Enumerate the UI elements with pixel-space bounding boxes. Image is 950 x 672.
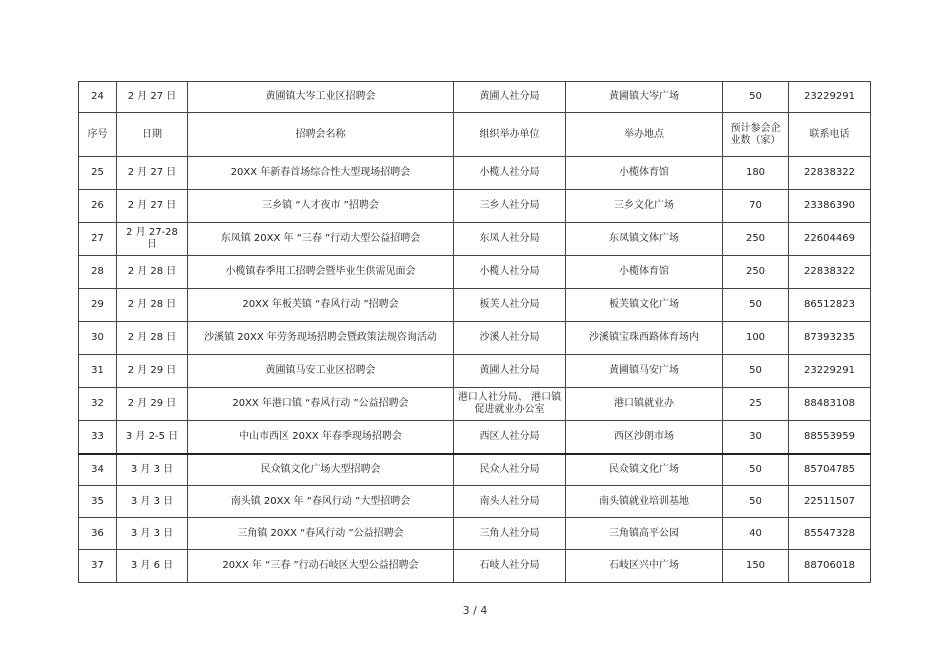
cell-seq: 36 <box>79 518 117 550</box>
cell-organizer: 板芙人社分局 <box>454 289 566 322</box>
cell-venue: 黄圃镇马安广场 <box>566 355 723 388</box>
cell-venue: 西区沙朗市场 <box>566 421 723 454</box>
cell-count: 70 <box>723 190 789 223</box>
cell-date: 2 月 27-28 日 <box>117 223 188 256</box>
table-row <box>79 421 871 454</box>
cell-name: 20XX 年 “三春 ”行动石岐区大型公益招聘会 <box>188 550 454 583</box>
cell-organizer: 小榄人社分局 <box>454 157 566 190</box>
cell-name: 南头镇 20XX 年 “春风行动 ”大型招聘会 <box>188 486 454 518</box>
cell-phone: 86512823 <box>789 289 871 322</box>
cell-seq: 24 <box>79 82 117 113</box>
cell-date: 2 月 28 日 <box>117 322 188 355</box>
table-row <box>79 289 871 322</box>
cell-venue: 三角镇高平公园 <box>566 518 723 550</box>
cell-phone: 22838322 <box>789 256 871 289</box>
cell-phone: 88553959 <box>789 421 871 454</box>
cell-organizer: 三角人社分局 <box>454 518 566 550</box>
cell-seq: 34 <box>79 454 117 486</box>
cell-seq: 25 <box>79 157 117 190</box>
cell-seq: 32 <box>79 388 117 421</box>
cell-date: 2 月 28 日 <box>117 289 188 322</box>
cell-seq: 35 <box>79 486 117 518</box>
cell-seq: 30 <box>79 322 117 355</box>
table-row <box>79 518 871 550</box>
cell-organizer: 三乡人社分局 <box>454 190 566 223</box>
cell-organizer: 西区人社分局 <box>454 421 566 454</box>
cell-seq: 27 <box>79 223 117 256</box>
table-row <box>79 157 871 190</box>
cell-venue: 三乡文化广场 <box>566 190 723 223</box>
cell-phone: 85547328 <box>789 518 871 550</box>
cell-phone: 22838322 <box>789 157 871 190</box>
cell-organizer: 东凤人社分局 <box>454 223 566 256</box>
cell-venue: 民众镇文化广场 <box>566 454 723 486</box>
cell-count: 30 <box>723 421 789 454</box>
table-row <box>79 256 871 289</box>
cell-date: 3 月 2-5 日 <box>117 421 188 454</box>
cell-count: 预计参会企业数（家） <box>723 113 789 157</box>
cell-name: 东凤镇 20XX 年 “三春 ”行动大型公益招聘会 <box>188 223 454 256</box>
cell-phone: 88706018 <box>789 550 871 583</box>
cell-organizer: 南头人社分局 <box>454 486 566 518</box>
cell-date: 日期 <box>117 113 188 157</box>
cell-phone: 22604469 <box>789 223 871 256</box>
table-row <box>79 355 871 388</box>
cell-name: 中山市西区 20XX 年春季现场招聘会 <box>188 421 454 454</box>
table-row <box>79 82 871 113</box>
table-row <box>79 190 871 223</box>
cell-venue: 黄圃镇大岑广场 <box>566 82 723 113</box>
cell-date: 2 月 28 日 <box>117 256 188 289</box>
cell-seq: 31 <box>79 355 117 388</box>
cell-date: 3 月 6 日 <box>117 550 188 583</box>
cell-count: 25 <box>723 388 789 421</box>
cell-venue: 沙溪镇宝珠西路体育场内 <box>566 322 723 355</box>
cell-organizer: 石岐人社分局 <box>454 550 566 583</box>
cell-name: 黄圃镇马安工业区招聘会 <box>188 355 454 388</box>
cell-venue: 小榄体育馆 <box>566 256 723 289</box>
cell-name: 小榄镇春季用工招聘会暨毕业生供需见面会 <box>188 256 454 289</box>
cell-count: 50 <box>723 289 789 322</box>
cell-phone: 23229291 <box>789 355 871 388</box>
cell-date: 2 月 27 日 <box>117 157 188 190</box>
cell-phone: 88483108 <box>789 388 871 421</box>
table-header-row <box>79 113 871 157</box>
table-row <box>79 486 871 518</box>
cell-count: 50 <box>723 355 789 388</box>
cell-organizer: 民众人社分局 <box>454 454 566 486</box>
cell-name: 黄圃镇大岑工业区招聘会 <box>188 82 454 113</box>
table-row <box>79 223 871 256</box>
cell-phone: 87393235 <box>789 322 871 355</box>
table-row <box>79 388 871 421</box>
cell-date: 2 月 27 日 <box>117 190 188 223</box>
cell-seq: 29 <box>79 289 117 322</box>
cell-phone: 23229291 <box>789 82 871 113</box>
table-row <box>79 550 871 583</box>
cell-seq: 28 <box>79 256 117 289</box>
cell-count: 180 <box>723 157 789 190</box>
cell-phone: 联系电话 <box>789 113 871 157</box>
cell-organizer: 小榄人社分局 <box>454 256 566 289</box>
cell-phone: 23386390 <box>789 190 871 223</box>
cell-name: 三乡镇 “人才夜市 ”招聘会 <box>188 190 454 223</box>
cell-count: 250 <box>723 256 789 289</box>
cell-count: 40 <box>723 518 789 550</box>
cell-date: 3 月 3 日 <box>117 518 188 550</box>
cell-date: 2 月 27 日 <box>117 82 188 113</box>
cell-seq: 33 <box>79 421 117 454</box>
cell-organizer: 黄圃人社分局 <box>454 82 566 113</box>
cell-count: 50 <box>723 454 789 486</box>
cell-date: 2 月 29 日 <box>117 355 188 388</box>
cell-name: 20XX 年板芙镇 “春风行动 ”招聘会 <box>188 289 454 322</box>
cell-date: 3 月 3 日 <box>117 486 188 518</box>
cell-venue: 港口镇就业办 <box>566 388 723 421</box>
cell-count: 50 <box>723 82 789 113</box>
cell-venue: 南头镇就业培训基地 <box>566 486 723 518</box>
cell-venue: 小榄体育馆 <box>566 157 723 190</box>
cell-count: 50 <box>723 486 789 518</box>
cell-venue: 举办地点 <box>566 113 723 157</box>
page-number: 3 / 4 <box>462 604 488 617</box>
cell-seq: 37 <box>79 550 117 583</box>
cell-venue: 石岐区兴中广场 <box>566 550 723 583</box>
cell-organizer: 沙溪人社分局 <box>454 322 566 355</box>
job-fair-table <box>78 81 871 583</box>
cell-name: 三角镇 20XX “春风行动 ”公益招聘会 <box>188 518 454 550</box>
cell-venue: 板芙镇文化广场 <box>566 289 723 322</box>
cell-organizer: 港口人社分局、 港口镇促进就业办公室 <box>454 388 566 421</box>
cell-name: 民众镇文化广场大型招聘会 <box>188 454 454 486</box>
job-fair-table-page <box>78 81 870 583</box>
cell-name: 沙溪镇 20XX 年劳务现场招聘会暨政策法规咨询活动 <box>188 322 454 355</box>
cell-phone: 22511507 <box>789 486 871 518</box>
cell-organizer: 组织举办单位 <box>454 113 566 157</box>
cell-organizer: 黄圃人社分局 <box>454 355 566 388</box>
cell-date: 2 月 29 日 <box>117 388 188 421</box>
cell-seq: 26 <box>79 190 117 223</box>
table-row <box>79 454 871 486</box>
cell-seq: 序号 <box>79 113 117 157</box>
cell-phone: 85704785 <box>789 454 871 486</box>
cell-venue: 东凤镇文体广场 <box>566 223 723 256</box>
cell-count: 100 <box>723 322 789 355</box>
cell-date: 3 月 3 日 <box>117 454 188 486</box>
cell-count: 150 <box>723 550 789 583</box>
cell-name: 20XX 年港口镇 “春风行动 ”公益招聘会 <box>188 388 454 421</box>
table-row <box>79 322 871 355</box>
cell-name: 招聘会名称 <box>188 113 454 157</box>
cell-name: 20XX 年新春首场综合性大型现场招聘会 <box>188 157 454 190</box>
cell-count: 250 <box>723 223 789 256</box>
